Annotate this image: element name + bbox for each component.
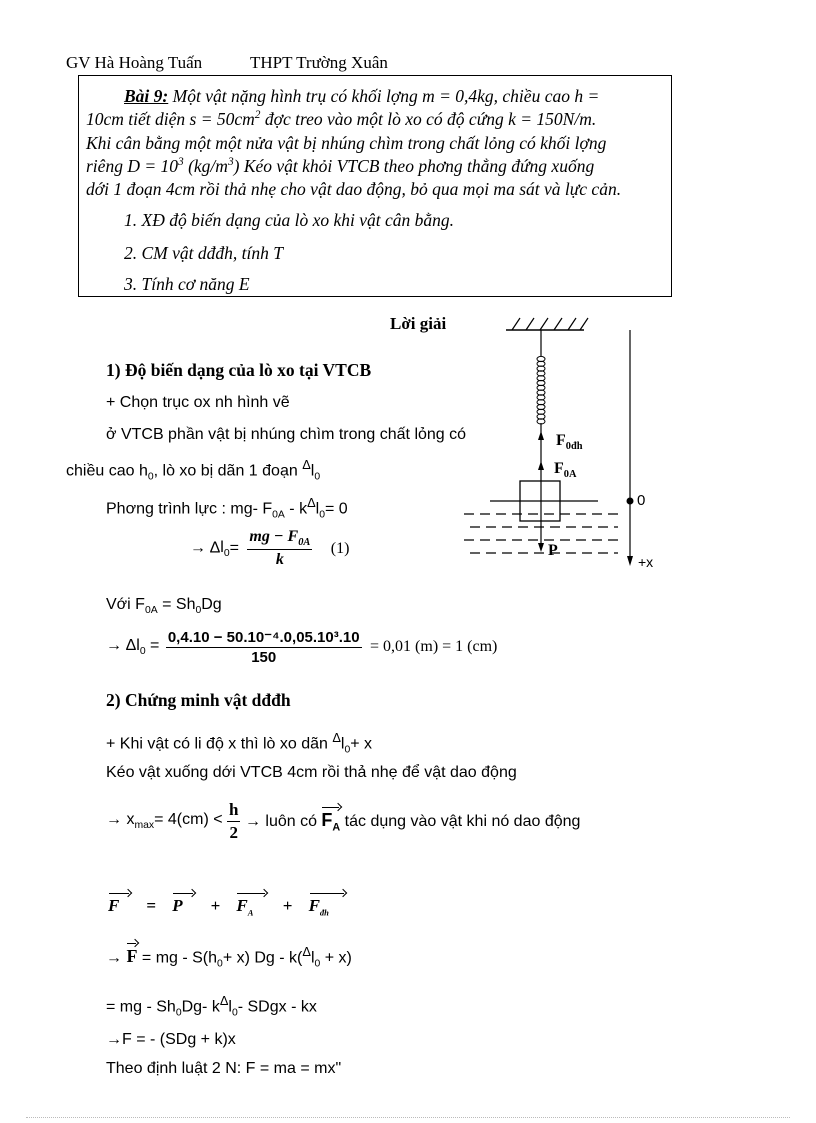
problem-line-2 <box>86 109 596 130</box>
problem-text-4c: ) Kéo vật khỏi VTCB theo phơng thẳng đứng xuống <box>233 156 595 176</box>
s1-line-3b: , lò xo bị dãn 1 đoạn <box>153 462 303 480</box>
label-axis: +x <box>638 554 654 570</box>
eq1-fraction <box>247 528 312 569</box>
l-symbol-2: l <box>315 500 320 518</box>
spring-coil <box>537 404 545 409</box>
with-c: Dg <box>201 596 222 613</box>
eq1-l: l <box>220 538 224 556</box>
r2-c: - SDgx - kx <box>237 998 317 1016</box>
spring-coil <box>537 371 545 376</box>
eq1-tag: (1) <box>330 539 350 557</box>
label-f0dh <box>556 432 583 452</box>
delta-symbol-5: Δ <box>219 993 229 1008</box>
page-bottom-rule <box>26 1117 790 1118</box>
origin-dot <box>627 498 634 505</box>
cylinder-block <box>520 481 560 521</box>
r2-sub: 0 <box>175 1007 182 1019</box>
vector-fa: F <box>236 896 248 915</box>
vector-equation <box>108 896 345 917</box>
eq1-num-sub: 0A <box>298 537 311 549</box>
x-axis-arrowhead <box>627 556 633 566</box>
h-over-2 <box>227 800 240 843</box>
result-line-1 <box>106 944 352 970</box>
result-line-4: Theo định luật 2 N: F = ma = mx" <box>106 1060 342 1077</box>
h-numerator: h <box>227 800 240 822</box>
force-eq-b: - k <box>284 500 308 518</box>
s2-line-3a: → x <box>106 811 135 829</box>
vector-plus-1: + <box>210 896 221 915</box>
label-f0a-sub: 0A <box>563 469 577 481</box>
p-arrowhead <box>538 543 544 552</box>
question-1: 1. XĐ độ biến dạng của lò xo khi vật cân bằng. <box>124 210 455 230</box>
problem-label: Bài 9: <box>124 86 169 106</box>
result-line-2 <box>106 993 317 1019</box>
delta-symbol-3: Δ <box>332 730 341 745</box>
s2-line-3 <box>106 800 580 843</box>
r1-c: + x) Dg - k( <box>222 949 303 967</box>
force-eq-sub: 0A <box>272 509 285 521</box>
force-eq-a: Phơng trình lực : mg- F <box>106 500 273 518</box>
calc-equation: → $\Delta l_0$ = $\frac{\text{0,4.10 − 50.10⁻⁴.0,05.10³.10}}{150}$ = 0,01 (m) = 1 (cm) <box>106 629 498 666</box>
with-sub: 0A <box>144 605 158 617</box>
label-origin: 0 <box>637 492 646 509</box>
spring-coil <box>537 356 545 361</box>
problem-text-2a: 10cm tiết diện s = 50cm <box>86 109 255 129</box>
eq1-denominator: k <box>275 551 284 569</box>
spring-coil <box>537 400 545 405</box>
h-denominator: 2 <box>229 823 238 842</box>
calc-denominator: 150 <box>251 649 277 666</box>
vector-fdh-sub: đh <box>319 907 329 918</box>
f0dh-arrowhead <box>538 431 544 440</box>
with-f0a <box>106 596 222 616</box>
calc-prefix: → Δ <box>106 636 137 654</box>
s1-line-3a: chiều cao h <box>66 462 148 480</box>
problem-line-1 <box>124 86 599 107</box>
s1-line-3-sub: 0 <box>147 471 154 483</box>
r1-a: → <box>106 949 127 967</box>
eq1-numerator: mg − F <box>249 528 299 545</box>
s2-line-1 <box>106 730 372 756</box>
calc-numerator: 0,4.10 − 50.10⁻⁴.0,05.10³.10 <box>167 629 360 646</box>
equation-1 <box>190 528 349 569</box>
vector-f: F <box>108 896 120 915</box>
spring-coil <box>537 390 545 395</box>
r1-sub: 0 <box>217 958 223 970</box>
s1-line-1: + Chọn trục ox nh hình vẽ <box>106 394 290 411</box>
r2-b: Dg- k <box>181 998 220 1016</box>
r1-d: + x) <box>320 949 352 967</box>
liquid-surface <box>464 514 618 553</box>
l-symbol: l <box>310 462 315 480</box>
l-sub: 0 <box>314 471 321 483</box>
s2-line-3d: tác dụng vào vật khi nó dao động <box>340 812 581 830</box>
l-sub-2: 0 <box>319 509 325 521</box>
spring-coil <box>537 395 545 400</box>
spring-coil <box>537 366 545 371</box>
r1-b: = mg - S(h <box>137 949 218 967</box>
eq1-equals: = <box>229 539 239 557</box>
with-a: Với F <box>106 596 145 613</box>
problem-text-1: Một vật nặng hình trụ có khối lợng m = 0,4kg, chiều cao h = <box>172 86 600 106</box>
vector-fdh: F <box>308 896 320 915</box>
force-equation <box>106 495 348 521</box>
with-b: = Sh <box>157 596 196 613</box>
vector-p: P <box>172 896 183 915</box>
section-2-heading: 2) Chứng minh vật dđđh <box>106 690 291 710</box>
eq1-prefix: → Δ <box>190 539 221 557</box>
l-symbol-3: l <box>340 735 345 753</box>
l-sub-3: 0 <box>344 744 351 756</box>
header-teacher: GV Hà Hoàng Tuấn <box>66 53 203 72</box>
vector-eq-sign: = <box>146 896 156 915</box>
label-f0dh-sub: 0đh <box>565 441 583 453</box>
problem-sup-4a: 3 <box>178 156 184 169</box>
s1-line-2: ở VTCB phần vật bị nhúng chìm trong chất lỏng có <box>106 426 467 443</box>
problem-sup-2: 2 <box>254 109 261 122</box>
eq1-l-sub: 0 <box>223 547 230 559</box>
spring-coil <box>537 409 545 414</box>
problem-text-2b: đợc treo vào một lò xo có độ cứng k = 150N/m. <box>260 109 597 129</box>
with-sub2: 0 <box>195 605 202 617</box>
spring-coil <box>537 361 545 366</box>
problem-line-5: dới 1 đoạn 4cm rồi thả nhẹ cho vật dao động, bỏ qua mọi ma sát và lực cản. <box>86 179 622 199</box>
s2-line-1a: + Khi vật có li độ x thì lò xo dãn <box>106 735 333 753</box>
l-sub-4: 0 <box>314 958 321 970</box>
question-2: 2. CM vật dđđh, tính T <box>124 243 283 263</box>
vector-fa-sub: A <box>332 821 341 834</box>
r2-a: = mg - Sh <box>106 998 176 1016</box>
spring-coil <box>537 385 545 390</box>
problem-sup-4b: 3 <box>227 156 234 169</box>
label-f0dh-main: F <box>556 432 566 449</box>
spring-coils <box>537 356 545 424</box>
problem-line-3: Khi cân bằng một một nửa vật bị nhúng chìm trong chất lỏng có khối lợng <box>86 133 607 153</box>
question-3: 3. Tính cơ năng E <box>124 274 250 294</box>
s1-line-3 <box>66 457 320 483</box>
vector-plus-2: + <box>282 896 293 915</box>
l-symbol-4: l <box>310 949 315 967</box>
result-line-3: →F = - (SDg + k)x <box>106 1031 236 1048</box>
spring-coil <box>537 376 545 381</box>
label-f0a <box>554 460 576 480</box>
label-f0a-main: F <box>554 460 564 477</box>
s2-line-1b: + x <box>350 735 373 753</box>
label-p: P <box>548 542 558 559</box>
force-eq-c: = 0 <box>324 500 348 518</box>
problem-text-4a: riêng D = 10 <box>86 156 179 176</box>
spring-coil <box>537 419 545 424</box>
s2-line-3b: = 4(cm) < <box>154 811 223 829</box>
problem-text-4b: (kg/m <box>183 156 228 176</box>
delta-symbol-2: Δ <box>307 495 316 510</box>
calc-fraction <box>166 628 362 666</box>
spring-coil <box>537 380 545 385</box>
spring-coil <box>537 414 545 419</box>
problem-line-4 <box>86 156 594 177</box>
vector-fa-sub-2: A <box>247 907 254 918</box>
delta-symbol-4: Δ <box>302 944 311 959</box>
solution-title: Lời giải <box>390 314 447 333</box>
r1-vector-f: F <box>126 946 138 967</box>
header-school: THPT Trường Xuân <box>250 53 388 72</box>
s2-line-3-sub: max <box>134 820 155 832</box>
calc-l-sub: 0 <box>139 646 146 658</box>
f0a-arrowhead <box>538 461 544 470</box>
vector-fa-symbol: F <box>321 809 333 830</box>
l-symbol-5: l <box>228 998 232 1016</box>
s2-line-2: Kéo vật xuống dới VTCB 4cm rồi thả nhẹ để vật dao động <box>106 764 517 781</box>
delta-symbol: Δ <box>302 457 311 472</box>
l-sub-5: 0 <box>231 1007 238 1019</box>
s2-line-3c: → luôn có <box>244 812 322 830</box>
calc-l: l <box>136 636 140 654</box>
calc-result: = 0,01 (m) = 1 (cm) <box>370 638 498 655</box>
ceiling-hatch <box>512 318 588 330</box>
section-1-heading: 1) Độ biến dạng của lò xo tại VTCB <box>106 360 372 380</box>
